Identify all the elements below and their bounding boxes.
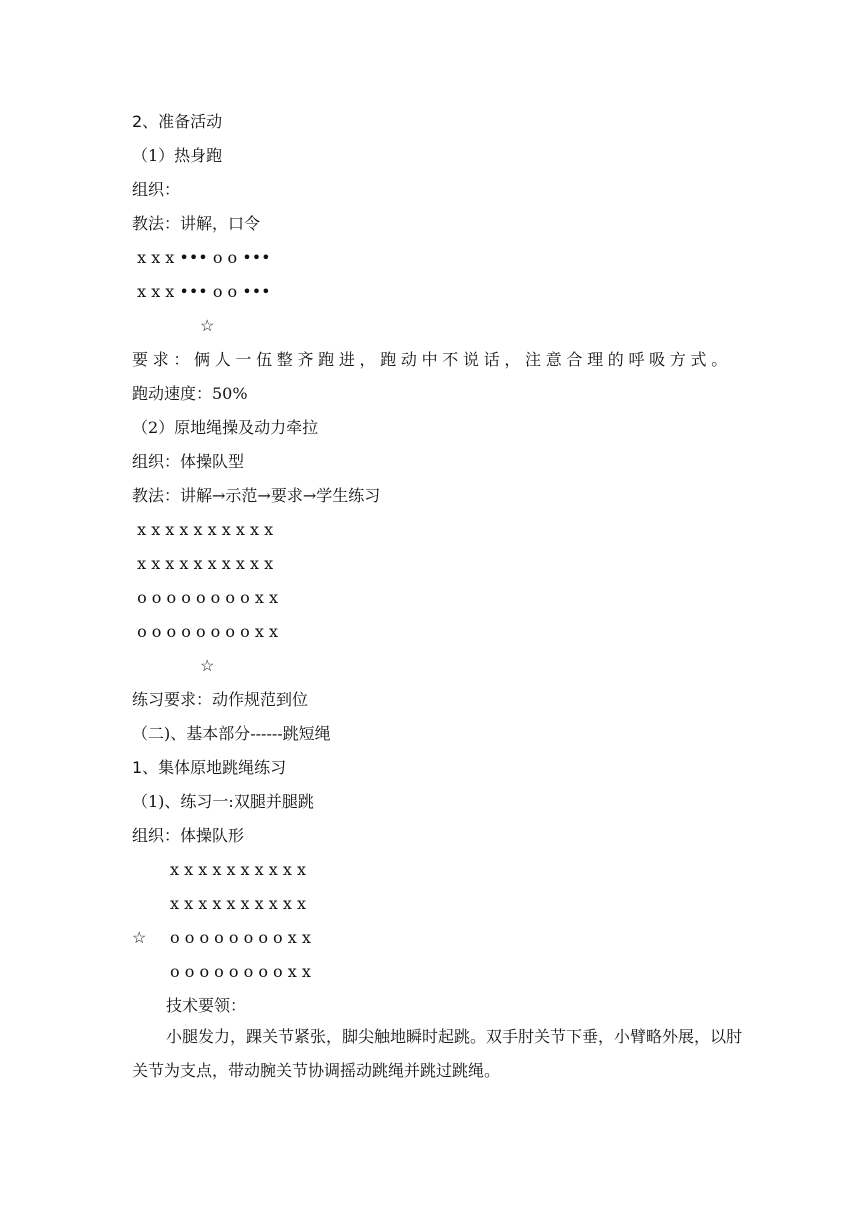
section-heading-basic-part: （二)、基本部分------跳短绳: [132, 724, 331, 743]
technique-paragraph: 小腿发力，踝关节紧张，脚尖触地瞬时起跳。双手肘关节下垂，小臂略外展，以肘关节为支点，带动腕关节协调摇动跳绳并跳过跳绳。: [132, 1027, 743, 1080]
formation-row: o o o o o o o o x x: [170, 962, 311, 981]
subheading-warmup-run: （1）热身跑: [132, 146, 223, 165]
formation-row: x x x ••• o o •••: [132, 282, 271, 301]
teacher-star-marker: ☆: [200, 316, 215, 335]
technique-heading: 技术要领：: [166, 996, 247, 1015]
teaching-method-steps: 教法：讲解→示范→要求→学生练习: [132, 486, 381, 505]
practice-requirement: 练习要求：动作规范到位: [132, 690, 309, 709]
formation-row: x x x x x x x x x x: [170, 894, 307, 913]
section-heading-warmup: 2、准备活动: [132, 112, 223, 131]
teaching-method: 教法：讲解，口令: [132, 214, 261, 233]
organization-label: 组织：: [132, 180, 181, 199]
formation-row: x x x x x x x x x x: [132, 554, 274, 573]
formation-row: o o o o o o o o x x: [132, 622, 278, 641]
organization-formation: 组织：体操队形: [132, 826, 245, 845]
teacher-star-marker: ☆: [200, 656, 215, 675]
formation-row: o o o o o o o o x x: [170, 928, 311, 947]
subheading-exercise-one: （1)、练习一:双腿并腿跳: [132, 792, 314, 811]
formation-row: x x x x x x x x x x: [170, 860, 307, 879]
organization-formation: 组织：体操队型: [132, 452, 245, 471]
formation-row: x x x ••• o o •••: [132, 248, 271, 267]
subheading-rope-exercise: （2）原地绳操及动力牵拉: [132, 418, 319, 437]
formation-row: o o o o o o o o x x: [132, 588, 278, 607]
teacher-star-marker: ☆: [132, 928, 147, 947]
requirement-text: 要 求 ： 俩 人 一 伍 整 齐 跑 进 ， 跑 动 中 不 说 话 ， 注 意 合 理 的 呼 吸 方 式 。: [132, 350, 728, 369]
formation-row: x x x x x x x x x x: [132, 520, 274, 539]
running-speed: 跑动速度：50%: [132, 384, 248, 403]
subheading-group-jump: 1、集体原地跳绳练习: [132, 758, 287, 777]
